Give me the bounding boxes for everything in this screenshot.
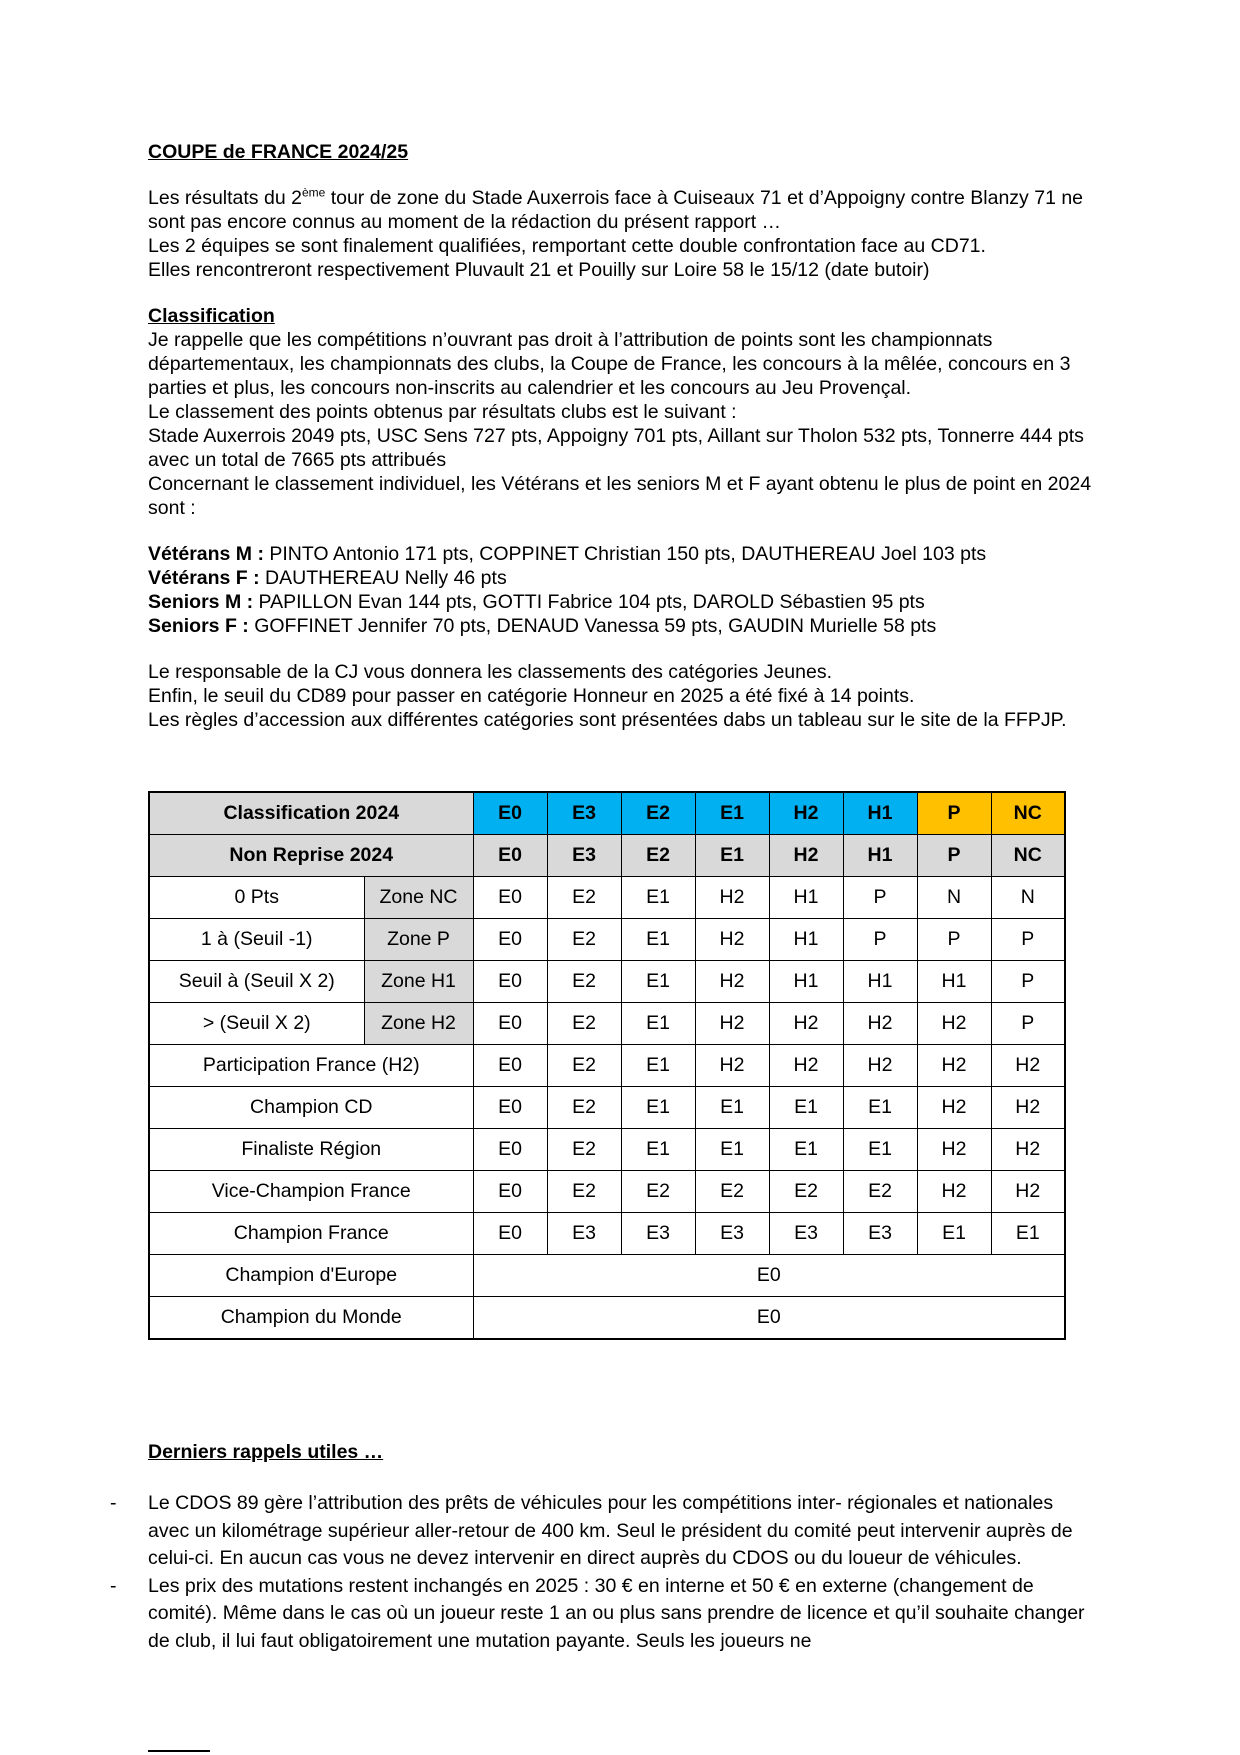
info-paragraph-2: Enfin, le seuil du CD89 pour passer en catégorie Honneur en 2025 a été fixé à 14 points. bbox=[148, 685, 915, 707]
subheader-label: Non Reprise 2024 bbox=[149, 835, 473, 877]
header-cell: E1 bbox=[695, 792, 769, 835]
table-subheader-row bbox=[149, 835, 1065, 877]
table-cell: H2 bbox=[769, 1003, 843, 1045]
subheader-cell: H2 bbox=[769, 835, 843, 877]
header-cell: NC bbox=[991, 792, 1065, 835]
header-cell: P bbox=[917, 792, 991, 835]
table-cell: H1 bbox=[769, 919, 843, 961]
table-row bbox=[149, 1255, 1065, 1297]
row-label: Participation France (H2) bbox=[149, 1045, 473, 1087]
subheader-cell: E0 bbox=[473, 835, 547, 877]
ranking-seniors-f: Seniors F : GOFFINET Jennifer 70 pts, DENAUD Vanessa 59 pts, GAUDIN Murielle 58 pts bbox=[148, 615, 937, 637]
header-cell: E2 bbox=[621, 792, 695, 835]
table-row bbox=[149, 919, 1065, 961]
table-cell: H2 bbox=[991, 1087, 1065, 1129]
table-cell: H1 bbox=[843, 961, 917, 1003]
row-label: Seuil à (Seuil X 2) bbox=[149, 961, 364, 1003]
table-cell: E2 bbox=[547, 1171, 621, 1213]
rappel-item-2: - Les prix des mutations restent inchangés en 2025 : 30 € en interne et 50 € en externe (changement de comité). Même dans le cas où un joueur reste 1 an ou plus sans prendre de licence et qu’il souhaite changer de club, il lui faut obligatoirement une mutation payante. Seuls les joueurs ne bbox=[110, 1574, 1085, 1652]
table-cell: E1 bbox=[843, 1087, 917, 1129]
table-cell: E2 bbox=[695, 1171, 769, 1213]
table-cell: E2 bbox=[547, 877, 621, 919]
table-row bbox=[149, 961, 1065, 1003]
table-row bbox=[149, 1045, 1065, 1087]
table-row bbox=[149, 877, 1065, 919]
classification-paragraph-4: Concernant le classement individuel, les Vétérans et les seniors M et F ayant obtenu le plus de point en 2024 sont : bbox=[148, 473, 1092, 519]
table-cell: E0 bbox=[473, 877, 547, 919]
table-cell: H2 bbox=[695, 919, 769, 961]
table-cell: E0 bbox=[473, 919, 547, 961]
table-cell: E1 bbox=[621, 877, 695, 919]
rappels-section bbox=[110, 1440, 1098, 1655]
coupe-paragraph-2: Les 2 équipes se sont finalement qualifiées, remportant cette double confrontation face au CD71. bbox=[148, 235, 986, 257]
zone-label: Zone P bbox=[364, 919, 473, 961]
table-cell: E1 bbox=[991, 1213, 1065, 1255]
table-cell: P bbox=[991, 961, 1065, 1003]
row-label: Champion France bbox=[149, 1213, 473, 1255]
table-cell: E3 bbox=[843, 1213, 917, 1255]
table-cell: E1 bbox=[621, 919, 695, 961]
table-row bbox=[149, 1129, 1065, 1171]
table-cell: H2 bbox=[991, 1171, 1065, 1213]
subheader-cell: P bbox=[917, 835, 991, 877]
table-cell: E0 bbox=[473, 1297, 1065, 1340]
table-cell: N bbox=[917, 877, 991, 919]
info-paragraph-1: Le responsable de la CJ vous donnera les classements des catégories Jeunes. bbox=[148, 661, 832, 683]
table-row bbox=[149, 1087, 1065, 1129]
table-cell: H2 bbox=[917, 1129, 991, 1171]
table-cell: E0 bbox=[473, 1087, 547, 1129]
table-row bbox=[149, 1003, 1065, 1045]
table-header-row bbox=[149, 792, 1065, 835]
table-cell: H2 bbox=[843, 1003, 917, 1045]
document-body bbox=[148, 140, 1098, 732]
row-label: Vice-Champion France bbox=[149, 1171, 473, 1213]
zone-label: Zone H2 bbox=[364, 1003, 473, 1045]
table-row bbox=[149, 1213, 1065, 1255]
ranking-veterans-f: Vétérans F : DAUTHEREAU Nelly 46 pts bbox=[148, 567, 507, 589]
table-cell: E0 bbox=[473, 1045, 547, 1087]
classification-paragraph-3: Stade Auxerrois 2049 pts, USC Sens 727 pts, Appoigny 701 pts, Aillant sur Tholon 532 pts, Tonnerre 444 pts avec un total de 7665 pts attribués bbox=[148, 425, 1084, 471]
zone-label: Zone H1 bbox=[364, 961, 473, 1003]
table-cell: E2 bbox=[769, 1171, 843, 1213]
row-label: Champion du Monde bbox=[149, 1297, 473, 1340]
table-cell: P bbox=[991, 1003, 1065, 1045]
footer-rule bbox=[148, 1750, 210, 1752]
row-label: 1 à (Seuil -1) bbox=[149, 919, 364, 961]
ranking-seniors-m: Seniors M : PAPILLON Evan 144 pts, GOTTI Fabrice 104 pts, DAROLD Sébastien 95 pts bbox=[148, 591, 925, 613]
table-cell: P bbox=[843, 877, 917, 919]
table-cell: H2 bbox=[843, 1045, 917, 1087]
table-cell: E0 bbox=[473, 1129, 547, 1171]
table-cell: E3 bbox=[695, 1213, 769, 1255]
table-cell: E1 bbox=[695, 1129, 769, 1171]
rappels-title: Derniers rappels utiles … bbox=[148, 1441, 384, 1463]
table-cell: H1 bbox=[769, 877, 843, 919]
row-label: > (Seuil X 2) bbox=[149, 1003, 364, 1045]
table-cell: N bbox=[991, 877, 1065, 919]
header-cell: H1 bbox=[843, 792, 917, 835]
table-cell: H2 bbox=[695, 877, 769, 919]
table-cell: E1 bbox=[769, 1129, 843, 1171]
coupe-title: COUPE de FRANCE 2024/25 bbox=[148, 141, 409, 163]
header-cell: H2 bbox=[769, 792, 843, 835]
classification-table bbox=[148, 791, 1066, 1340]
table-cell: E0 bbox=[473, 1003, 547, 1045]
table-cell: E1 bbox=[621, 1129, 695, 1171]
table-cell: E1 bbox=[843, 1129, 917, 1171]
table-cell: H2 bbox=[769, 1045, 843, 1087]
table-cell: H2 bbox=[991, 1045, 1065, 1087]
table-cell: E2 bbox=[843, 1171, 917, 1213]
table-cell: E3 bbox=[621, 1213, 695, 1255]
table-cell: H2 bbox=[991, 1129, 1065, 1171]
table-cell: E0 bbox=[473, 961, 547, 1003]
classification-title: Classification bbox=[148, 305, 275, 327]
table-cell: E0 bbox=[473, 1255, 1065, 1297]
header-cell: E0 bbox=[473, 792, 547, 835]
table-row bbox=[149, 1171, 1065, 1213]
table-cell: E0 bbox=[473, 1171, 547, 1213]
subheader-cell: E1 bbox=[695, 835, 769, 877]
table-cell: E1 bbox=[695, 1087, 769, 1129]
info-paragraph-3: Les règles d’accession aux différentes catégories sont présentées dabs un tableau sur le site de la FFPJP. bbox=[148, 709, 1067, 731]
table-cell: E3 bbox=[769, 1213, 843, 1255]
table-cell: E1 bbox=[917, 1213, 991, 1255]
rappel-item-1: - Le CDOS 89 gère l’attribution des prêts de véhicules pour les compétitions inter- régionales et nationales avec un kilométrage supérieur aller-retour de 400 km. Seul le président du comité peut intervenir auprès de celui-ci. En aucun cas vous ne devez intervenir en direct auprès du CDOS ou du loueur de véhicules. bbox=[110, 1492, 1073, 1569]
table-cell: E1 bbox=[621, 1003, 695, 1045]
table-cell: P bbox=[917, 919, 991, 961]
table-cell: H2 bbox=[695, 1045, 769, 1087]
table-cell: H2 bbox=[917, 1171, 991, 1213]
table-row bbox=[149, 1297, 1065, 1340]
classification-paragraph-1: Je rappelle que les compétitions n’ouvrant pas droit à l’attribution de points sont les championnats départementaux, les championnats des clubs, la Coupe de France, les concours à la mêlée, concours en 3 parties et plus, les concours non-inscrits au calendrier et les concours au Jeu Provençal. bbox=[148, 329, 1071, 399]
table-cell: H2 bbox=[917, 1003, 991, 1045]
table-cell: E2 bbox=[621, 1171, 695, 1213]
table-cell: E2 bbox=[547, 961, 621, 1003]
table-cell: H1 bbox=[917, 961, 991, 1003]
table-cell: P bbox=[843, 919, 917, 961]
table-cell: E1 bbox=[621, 961, 695, 1003]
table-cell: H2 bbox=[917, 1087, 991, 1129]
header-cell: E3 bbox=[547, 792, 621, 835]
coupe-paragraph-3: Elles rencontreront respectivement Pluvault 21 et Pouilly sur Loire 58 le 15/12 (date butoir) bbox=[148, 259, 930, 281]
row-label: 0 Pts bbox=[149, 877, 364, 919]
classification-paragraph-2: Le classement des points obtenus par résultats clubs est le suivant : bbox=[148, 401, 737, 423]
subheader-cell: E2 bbox=[621, 835, 695, 877]
zone-label: Zone NC bbox=[364, 877, 473, 919]
table-cell: E2 bbox=[547, 1003, 621, 1045]
subheader-cell: E3 bbox=[547, 835, 621, 877]
table-cell: E2 bbox=[547, 1045, 621, 1087]
subheader-cell: H1 bbox=[843, 835, 917, 877]
table-cell: E1 bbox=[621, 1087, 695, 1129]
table-cell: H2 bbox=[695, 1003, 769, 1045]
table-cell: E0 bbox=[473, 1213, 547, 1255]
table-cell: E2 bbox=[547, 1129, 621, 1171]
ranking-veterans-m: Vétérans M : PINTO Antonio 171 pts, COPPINET Christian 150 pts, DAUTHEREAU Joel 103 pts bbox=[148, 543, 987, 565]
coupe-paragraph-1: Les résultats du 2ème tour de zone du Stade Auxerrois face à Cuiseaux 71 et d’Appoigny contre Blanzy 71 ne sont pas encore connus au moment de la rédaction du présent rapport … bbox=[148, 185, 1084, 233]
table-cell: H1 bbox=[769, 961, 843, 1003]
header-label: Classification 2024 bbox=[149, 792, 473, 835]
table-cell: E1 bbox=[621, 1045, 695, 1087]
table-cell: H2 bbox=[695, 961, 769, 1003]
table-cell: H2 bbox=[917, 1045, 991, 1087]
row-label: Champion d'Europe bbox=[149, 1255, 473, 1297]
subheader-cell: NC bbox=[991, 835, 1065, 877]
table-cell: E2 bbox=[547, 919, 621, 961]
row-label: Finaliste Région bbox=[149, 1129, 473, 1171]
bullet-dash-icon: - bbox=[110, 1492, 117, 1514]
table-cell: E3 bbox=[547, 1213, 621, 1255]
table-cell: P bbox=[991, 919, 1065, 961]
row-label: Champion CD bbox=[149, 1087, 473, 1129]
bullet-dash-icon: - bbox=[110, 1574, 117, 1597]
table-cell: E1 bbox=[769, 1087, 843, 1129]
table-cell: E2 bbox=[547, 1087, 621, 1129]
